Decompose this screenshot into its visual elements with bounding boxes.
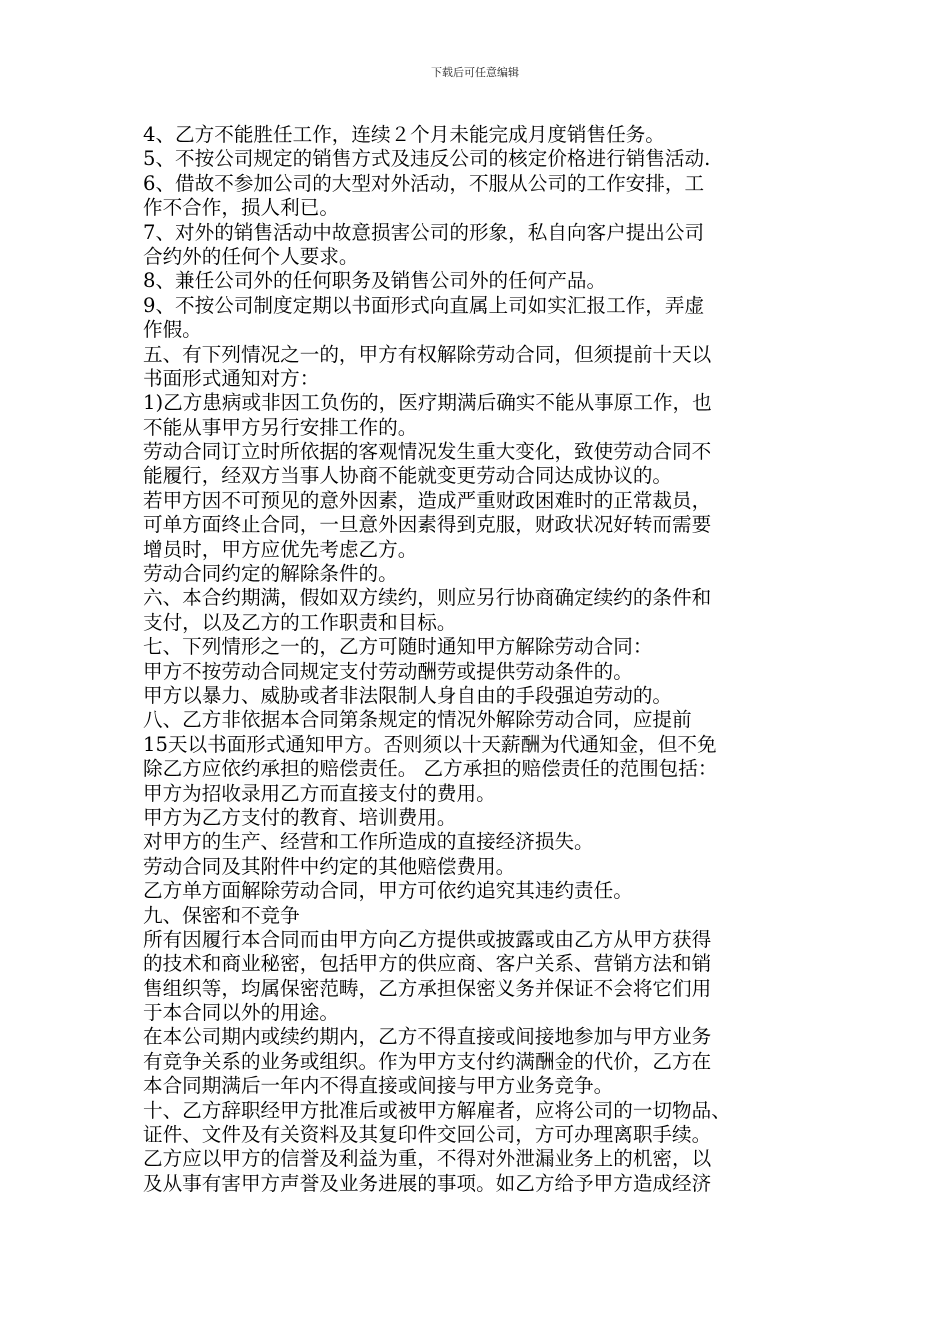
text-line: 甲方不按劳动合同规定支付劳动酬劳或提供劳动条件的。 <box>143 659 633 683</box>
text-line: 作假。 <box>143 318 202 342</box>
document-body <box>143 123 823 1196</box>
text-line: 劳动合同约定的解除条件的。 <box>143 562 398 586</box>
text-line: 除乙方应依约承担的赔偿责任。 乙方承担的赔偿责任的范围包括： <box>143 757 718 781</box>
text-line: 15天以书面形式通知甲方。否则须以十天薪酬为代通知金，但不免 <box>143 732 717 756</box>
text-line: 及从事有害甲方声誉及业务进展的事项。如乙方给予甲方造成经济 <box>143 1171 712 1195</box>
text-line: 增员时，甲方应优先考虑乙方。 <box>143 537 418 561</box>
text-line: 甲方为乙方支付的教育、培训费用。 <box>143 805 457 829</box>
text-line: 九、保密和不竞争 <box>143 903 300 927</box>
text-line: 乙方应以甲方的信誉及利益为重，不得对外泄漏业务上的机密，以 <box>143 1147 712 1171</box>
text-line: 于本合同以外的用途。 <box>143 1001 339 1025</box>
text-line: 能履行，经双方当事人协商不能就变更劳动合同达成协议的。 <box>143 464 673 488</box>
text-line: 在本公司期内或续约期内，乙方不得直接或间接地参加与甲方业务 <box>143 1025 712 1049</box>
text-line: 七、下列情形之一的，乙方可随时通知甲方解除劳动合同： <box>143 635 653 659</box>
text-line: 4、乙方不能胜任工作，连续２个月未能完成月度销售任务。 <box>143 123 665 146</box>
text-line: 8、兼任公司外的任何职务及销售公司外的任何产品。 <box>143 269 607 293</box>
text-line: 对甲方的生产、经营和工作所造成的直接经济损失。 <box>143 830 594 854</box>
text-line: 的技术和商业秘密，包括甲方的供应商、客户关系、营销方法和销 <box>143 952 712 976</box>
text-line: 乙方单方面解除劳动合同，甲方可依约追究其违约责任。 <box>143 879 633 903</box>
text-line: 十、乙方辞职经甲方批准后或被甲方解雇者，应将公司的一切物品、 <box>143 1098 731 1122</box>
text-line: 本合同期满后一年内不得直接或间接与甲方业务竞争。 <box>143 1074 614 1098</box>
text-line: 支付，以及乙方的工作职责和目标。 <box>143 610 457 634</box>
text-line: 不能从事甲方另行安排工作的。 <box>143 415 418 439</box>
text-line: 劳动合同订立时所依据的客观情况发生重大变化，致使劳动合同不 <box>143 440 712 464</box>
text-line: 有竞争关系的业务或组织。作为甲方支付约满酬金的代价，乙方在 <box>143 1049 712 1073</box>
text-line: 甲方为招收录用乙方而直接支付的费用。 <box>143 781 496 805</box>
text-line: 合约外的任何个人要求。 <box>143 244 359 268</box>
text-line: 书面形式通知对方： <box>143 366 320 390</box>
page-header: 下载后可任意编辑 <box>431 66 519 79</box>
text-line: 五、有下列情况之一的，甲方有权解除劳动合同，但须提前十天以 <box>143 342 712 366</box>
text-line: 劳动合同及其附件中约定的其他赔偿费用。 <box>143 854 516 878</box>
text-line: 1)乙方患病或非因工负伤的，医疗期满后确实不能从事原工作，也 <box>143 391 712 415</box>
text-line: 6、借故不参加公司的大型对外活动，不服从公司的工作安排，工 <box>143 171 705 195</box>
text-line: 若甲方因不可预见的意外因素，造成严重财政困难时的正常裁员， <box>143 488 712 512</box>
text-line: 9、不按公司制度定期以书面形式向直属上司如实汇报工作，弄虚 <box>143 293 705 317</box>
text-line: 证件、文件及有关资料及其复印件交回公司，方可办理离职手续。 <box>143 1123 712 1147</box>
text-line: 作不合作，损人利已。 <box>143 196 339 220</box>
text-line: 甲方以暴力、威胁或者非法限制人身自由的手段强迫劳动的。 <box>143 683 673 707</box>
text-line: 六、本合约期满，假如双方续约，则应另行协商确定续约的条件和 <box>143 586 712 610</box>
text-line: 5、不按公司规定的销售方式及违反公司的核定价格进行销售活动. <box>143 147 711 171</box>
text-line: 八、乙方非依据本合同第条规定的情况外解除劳动合同，应提前 <box>143 708 692 732</box>
text-line: 售组织等，均属保密范畴，乙方承担保密义务并保证不会将它们用 <box>143 976 712 1000</box>
text-line: 所有因履行本合同而由甲方向乙方提供或披露或由乙方从甲方获得 <box>143 927 712 951</box>
text-line: 7、对外的销售活动中故意损害公司的形象，私自向客户提出公司 <box>143 220 705 244</box>
text-line: 可单方面终止合同，一旦意外因素得到克服，财政状况好转而需要 <box>143 513 712 537</box>
